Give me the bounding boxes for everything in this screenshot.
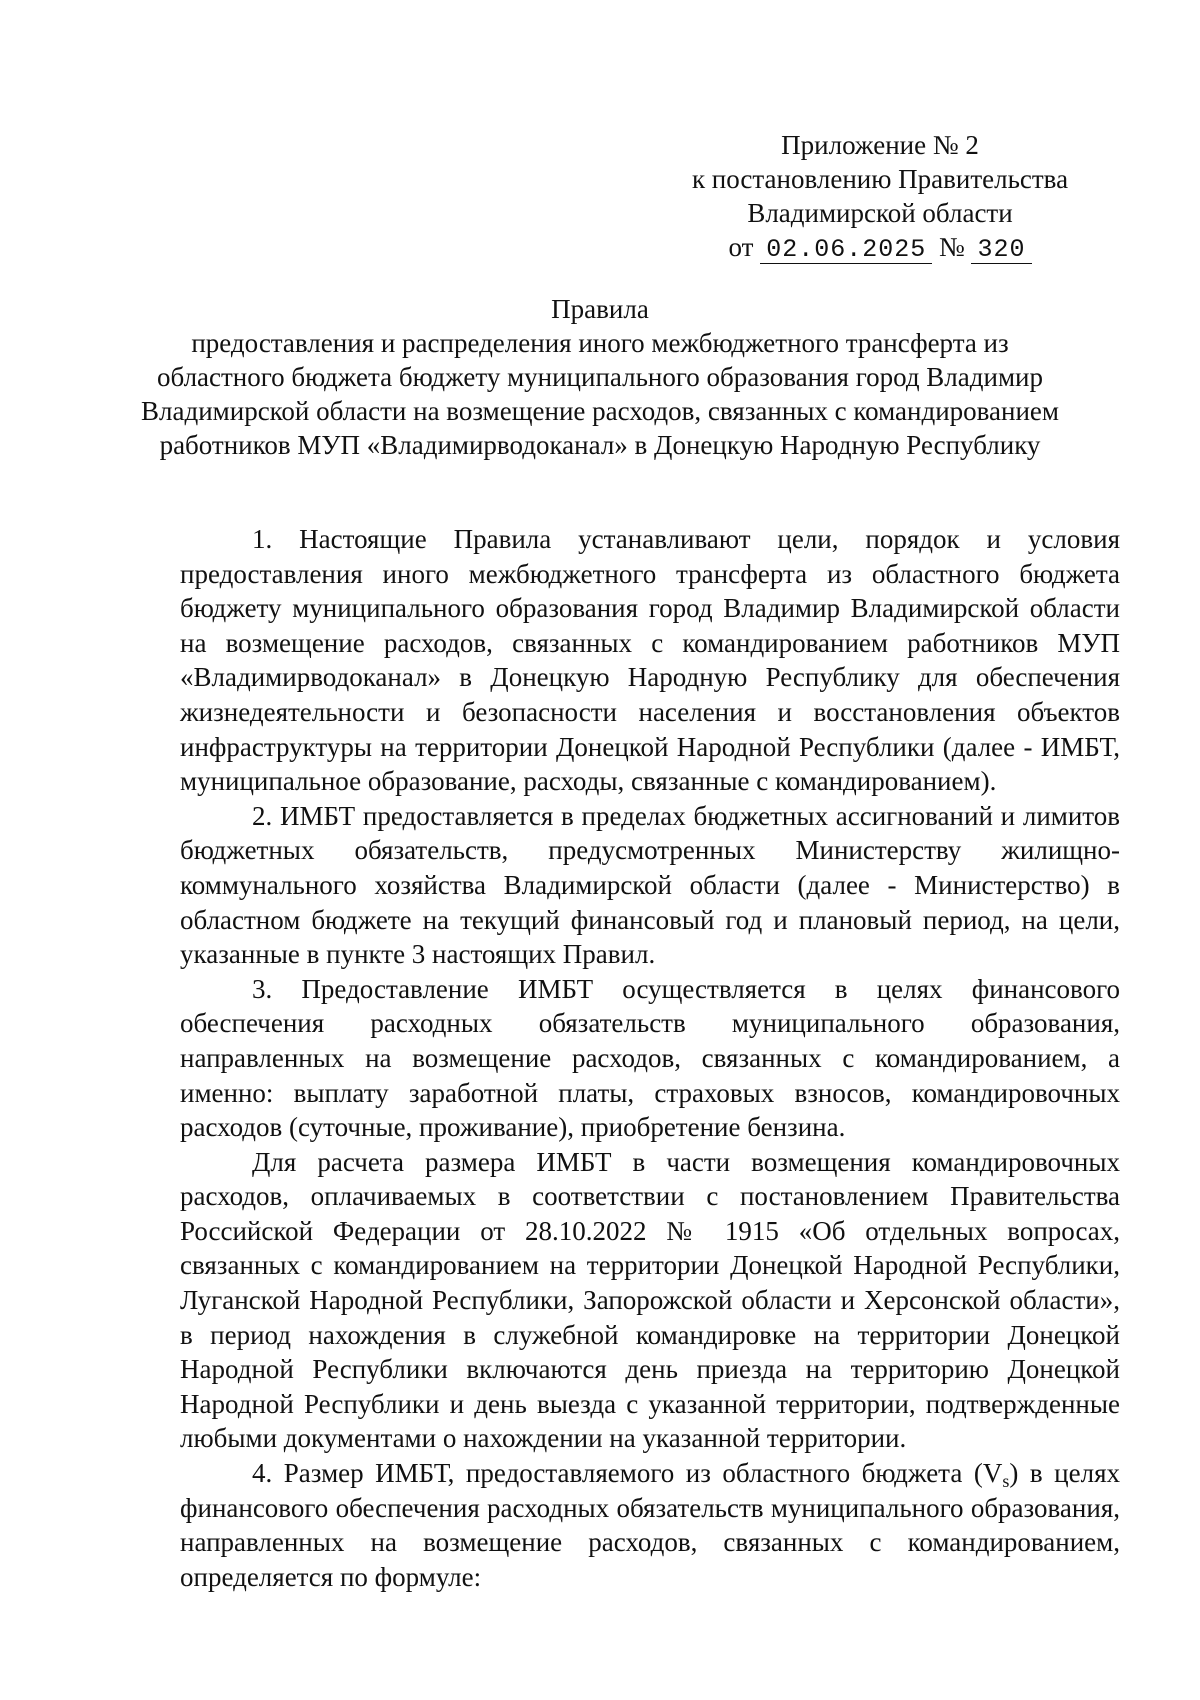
- paragraph-3: 3. Предоставление ИМБТ осуществляется в целях финансового обеспечения расходных обязательств муниципального образования, направленных на возмещение расходов, связанных с командированием, а именно: выплату заработной платы, страховых взносов, командировочных расходов (суточные, проживание), приобретение бензина.: [180, 973, 1120, 1143]
- document-body: [180, 522, 1120, 1594]
- appendix-date-line: [640, 230, 1120, 264]
- appendix-number: Приложение № 2: [781, 130, 979, 160]
- title-line-2: областного бюджета бюджету муниципального образования город Владимир: [157, 362, 1043, 392]
- paragraph-4-subscript: s: [1002, 1471, 1010, 1492]
- date-prefix: от: [728, 232, 754, 262]
- appendix-header: [640, 128, 1120, 264]
- number-prefix: №: [938, 232, 965, 262]
- appendix-region: Владимирской области: [747, 198, 1013, 228]
- title-line-3: Владимирской области на возмещение расходов, связанных с командированием: [141, 396, 1059, 426]
- title-line-4: работников МУП «Владимирводоканал» в Донецкую Народную Республику: [159, 430, 1041, 460]
- document-title: [100, 292, 1100, 462]
- appendix-resolution: к постановлению Правительства: [691, 164, 1069, 194]
- paragraph-2: 2. ИМБТ предоставляется в пределах бюджетных ассигнований и лимитов бюджетных обязательств, предусмотренных Министерству жилищно-коммунального хозяйства Владимирской области (далее - Министерство) в областном бюджете на текущий финансовый год и плановый период, на цели, указанные в пункте 3 настоящих Правил.: [180, 800, 1120, 970]
- resolution-number: 320: [971, 237, 1031, 264]
- paragraph-3-continued: Для расчета размера ИМБТ в части возмещения командировочных расходов, оплачиваемых в соответствии с постановлением Правительства Российской Федерации от 28.10.2022 № 1915 «Об отдельных вопросах, связанных с командированием на территории Донецкой Народной Республики, Луганской Народной Республики, Запорожской области и Херсонской области», в период нахождения в служебной командировке на территории Донецкой Народной Республики включаются день приезда на территорию Донецкой Народной Республики и день выезда с указанной территории, подтвержденные любыми документами о нахождении на указанной территории.: [180, 1146, 1120, 1454]
- paragraph-1: 1. Настоящие Правила устанавливают цели, порядок и условия предоставления иного межбюджетного трансферта из областного бюджета бюджету муниципального образования город Владимир Владимирской области на возмещение расходов, связанных с командированием работников МУП «Владимирводоканал» в Донецкую Народную Республику для обеспечения жизнедеятельности и безопасности населения и восстановления объектов инфраструктуры на территории Донецкой Народной Республики (далее - ИМБТ, муниципальное образование, расходы, связанные с командированием).: [180, 524, 1120, 797]
- paragraph-4-start: 4. Размер ИМБТ, предоставляемого из областного бюджета (V: [252, 1458, 1003, 1489]
- title-line-1: предоставления и распределения иного межбюджетного трансферта из: [191, 328, 1009, 358]
- paragraph-4-end: ) в целях финансового обеспечения расходных обязательств муниципального образования, направленных на возмещение расходов, связанных с командированием, определяется по формуле:: [180, 1458, 1120, 1592]
- paragraph-4: [180, 1456, 1120, 1594]
- title-heading: Правила: [551, 294, 649, 324]
- resolution-date: 02.06.2025: [760, 237, 932, 264]
